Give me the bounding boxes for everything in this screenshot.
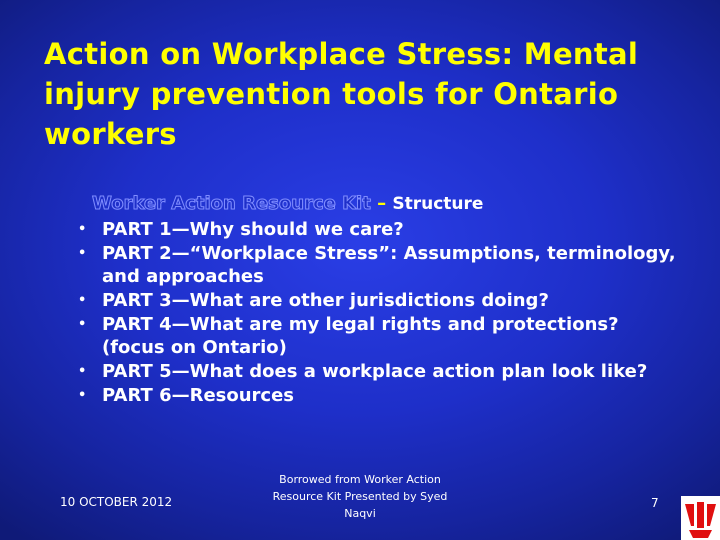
bullet-dot-icon: •	[78, 388, 87, 403]
footer-date: 10 OCTOBER 2012	[60, 495, 173, 509]
list-item	[76, 360, 676, 383]
list-item	[76, 313, 676, 359]
list-item	[76, 289, 676, 312]
footer-credit: Borrowed from Worker Action Resource Kit Presented by Syed Naqvi	[272, 473, 448, 520]
bullet-dot-icon: •	[78, 246, 87, 261]
bullet-text: PART 2—“Workplace Stress”: Assumptions, terminology, and approaches	[102, 243, 676, 287]
page-number: 7	[651, 496, 659, 510]
bullet-text: PART 3—What are other jurisdictions doing?	[102, 290, 549, 311]
bullet-dot-icon: •	[78, 317, 87, 332]
list-item	[76, 218, 676, 241]
bullet-text: PART 6—Resources	[102, 385, 295, 406]
bullet-text: PART 1—Why should we care?	[102, 219, 404, 240]
list-item	[76, 384, 676, 407]
slide-title: Action on Workplace Stress: Mental injury prevention tools for Ontario workers	[44, 37, 639, 151]
bullet-dot-icon: •	[78, 222, 87, 237]
bullet-text: PART 4—What are my legal rights and protections? (focus on Ontario)	[102, 314, 619, 358]
bullet-dot-icon: •	[78, 293, 87, 308]
bullet-text: PART 5—What does a workplace action plan look like?	[102, 361, 648, 382]
kit-name: Worker Action Resource Kit	[92, 193, 371, 214]
list-item	[76, 242, 676, 288]
bullet-list	[76, 218, 676, 408]
bullet-dot-icon: •	[78, 364, 87, 379]
heading-suffix: Structure	[392, 194, 484, 214]
section-heading	[92, 193, 483, 215]
heading-dash: –	[370, 193, 393, 214]
union-logo-icon	[681, 496, 720, 540]
